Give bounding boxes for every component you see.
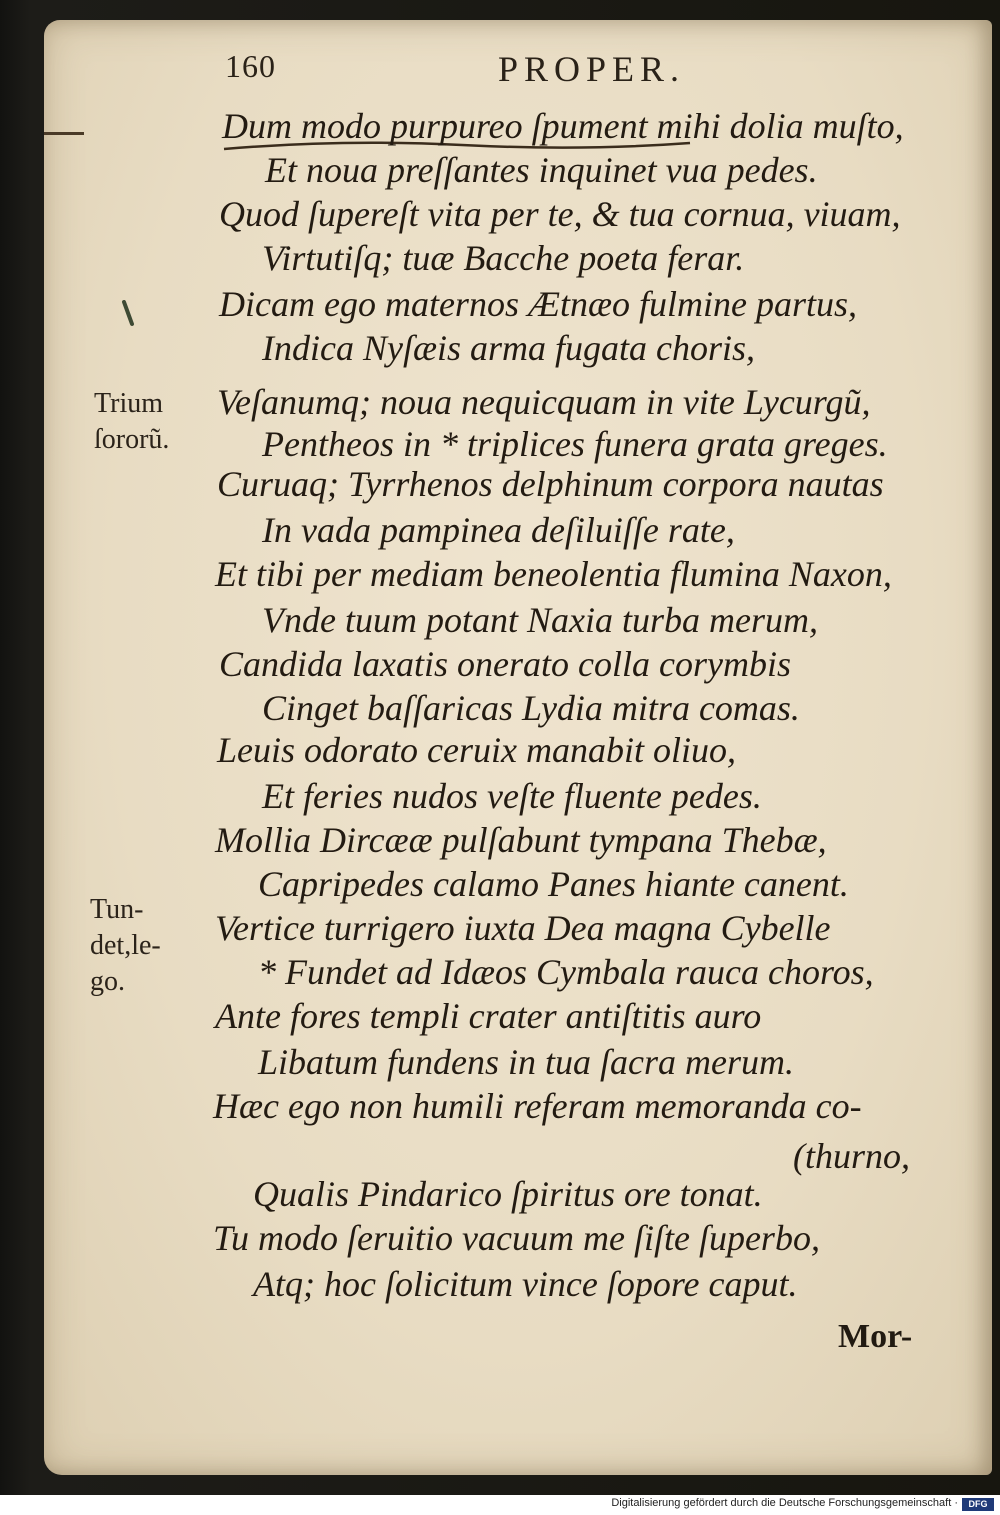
verse-line: Ante fores templi crater antiſtitis auro (215, 996, 762, 1036)
dfg-logo-icon: DFG (962, 1498, 994, 1511)
page-number: 160 (225, 48, 276, 84)
verse-line: Indica Nyſæis arma fugata choris, (262, 328, 755, 368)
verse-line: Dum modo purpureo ſpument mihi dolia muſto, (222, 106, 904, 146)
verse-line: Leuis odorato ceruix manabit oliuo, (217, 730, 736, 770)
marginal-note (90, 892, 161, 1000)
verse-line: Et tibi per mediam beneolentia flumina Naxon, (215, 554, 892, 594)
marginal-note-line: det,le- (90, 930, 161, 961)
verse-line: Hæc ego non humili referam memoranda co- (213, 1086, 862, 1126)
verse-line: Veſanumq; noua nequicquam in vite Lycurgũ, (217, 382, 871, 422)
verse-line: Curuaq; Tyrrhenos delphinum corpora nautas (217, 464, 884, 504)
verse-line: Capripedes calamo Panes hiante canent. (258, 864, 849, 904)
catchword: Mor- (838, 1318, 913, 1355)
verse-line: Virtutiſq; tuæ Bacche poeta ferar. (262, 238, 745, 278)
page-header (225, 48, 825, 96)
verse-line: In vada pampinea deſiluiſſe rate, (262, 510, 735, 550)
verse-line: Et feries nudos veſte fluente pedes. (262, 776, 762, 816)
verse-line: Qualis Pindarico ſpiritus ore tonat. (253, 1174, 763, 1214)
marginal-note (94, 386, 169, 458)
verse-line: Cinget baſſaricas Lydia mitra comas. (262, 688, 800, 728)
verse-line: Mollia Dircææ pulſabunt tympana Thebæ, (215, 820, 827, 860)
verse-line: Pentheos in * triplices funera grata greges. (262, 424, 888, 464)
verse-line: Vertice turrigero iuxta Dea magna Cybelle (215, 908, 831, 948)
verse-line: Dicam ego maternos Ætnæo fulmine partus, (219, 284, 857, 324)
footer-bar (0, 1495, 1000, 1515)
margin-rule-mark (44, 132, 84, 135)
verse-line: Et noua preſſantes inquinet vua pedes. (265, 150, 818, 190)
verse-line: * Fundet ad Idæos Cymbala rauca choros, (258, 952, 874, 992)
verse-line: (thurno, (793, 1136, 910, 1176)
verse-line: Quod ſupereſt vita per te, & tua cornua, viuam, (219, 194, 901, 234)
margin-ink-mark (120, 300, 136, 328)
verse-line: Libatum fundens in tua ſacra merum. (258, 1042, 794, 1082)
marginal-note-line: ſororũ. (94, 424, 170, 455)
verse-line: Tu modo ſeruitio vacuum me ſiſte ſuperbo, (213, 1218, 820, 1258)
verse-line: Atq; hoc ſolicitum vince ſopore caput. (253, 1264, 798, 1304)
running-head: PROPER. (498, 49, 686, 89)
verse-line: Vnde tuum potant Naxia turba merum, (262, 600, 818, 640)
funding-credit: Digitalisierung gefördert durch die Deutsche Forschungsgemeinschaft · (611, 1497, 958, 1509)
marginal-note-line: Tun- (90, 894, 144, 925)
marginal-note-line: Trium (94, 388, 164, 419)
marginal-note-line: go. (90, 966, 125, 997)
verse-line: Candida laxatis onerato colla corymbis (219, 644, 791, 684)
